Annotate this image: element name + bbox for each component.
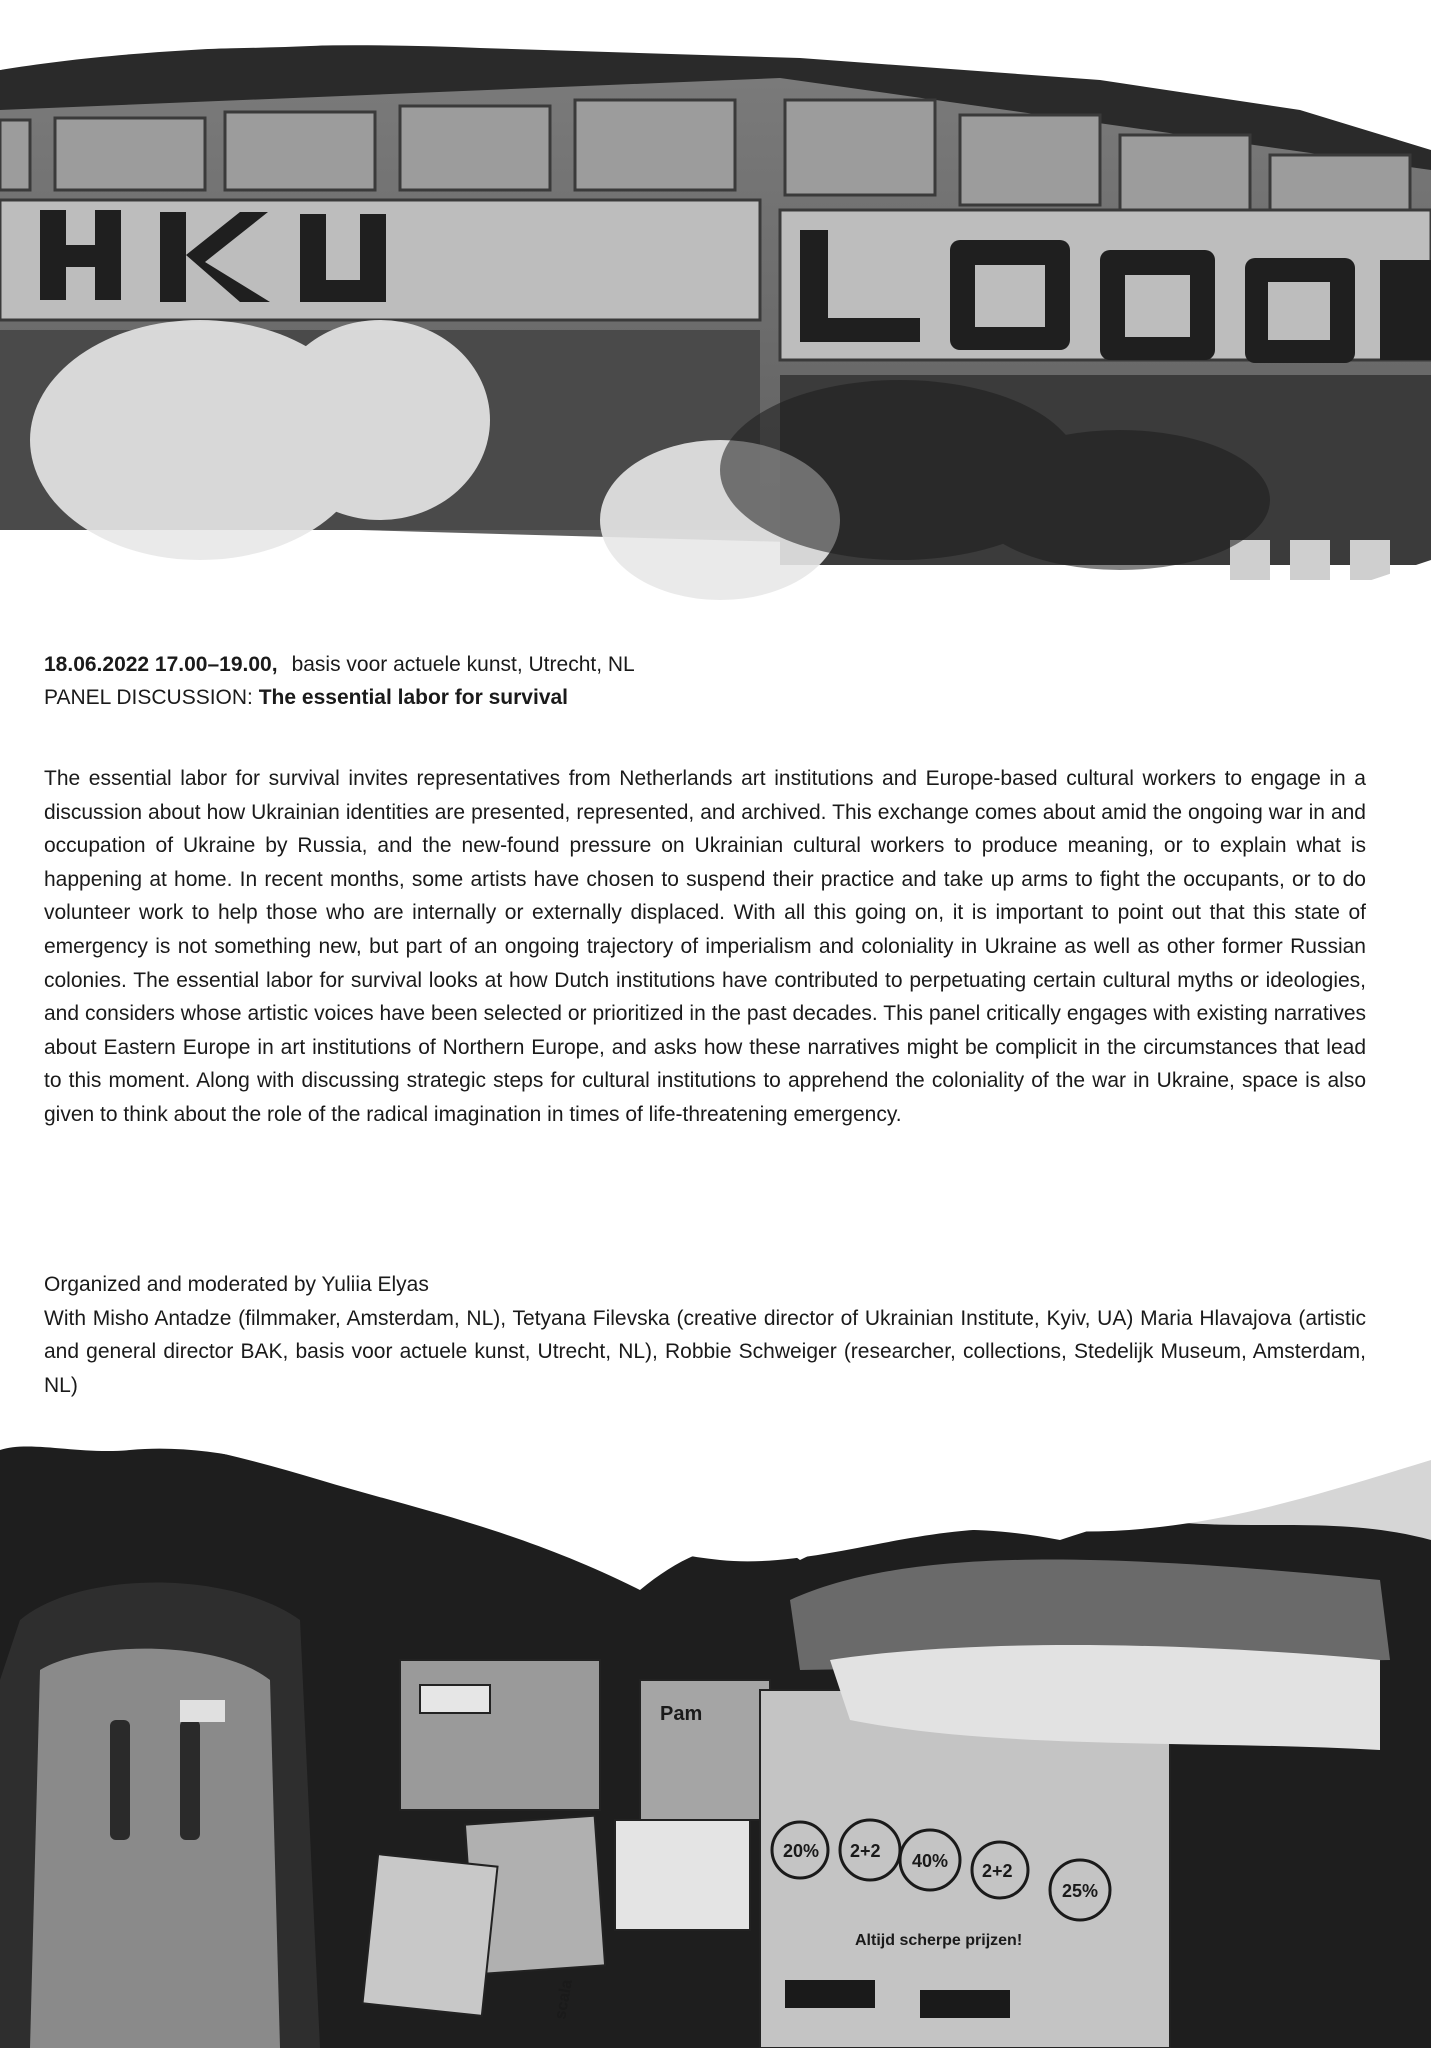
event-title: The essential labor for survival [258, 686, 569, 709]
event-header [44, 648, 1366, 714]
box-label-2: 2+2 [850, 1841, 881, 1861]
credits-participants: With Misho Antadze (filmmaker, Amsterdam, NL), Tetyana Filevska (creative director of Ukrainian Institute, Kyiv, UA) Maria Hlavajova (artistic and general director BAK, basis voor actuele kunst, Utrecht, NL), Robbie Schweiger (researcher, collections, Stedelijk Museum, Amsterdam, NL) [44, 1306, 1366, 1397]
event-datetime: 18.06.2022 17.00–19.00, [44, 653, 278, 676]
event-description [44, 762, 1366, 1132]
description-paragraph: The essential labor for survival invites representatives from Netherlands art institutions and Europe-based cultural workers to engage in a discussion about how Ukrainian identities are presented, represented, and archived. This exchange comes about amid the ongoing war in and occupation of Ukraine by Russia, and the new-found pressure on Ukrainian cultural workers to produce meaning, or to explain what is happening at home. In recent months, some artists have chosen to suspend their practice and take up arms to fight the occupants, or to do volunteer work to help those who are internally or externally displaced. With all this going on, it is important to point out that this state of emergency is not something new, but part of an ongoing trajectory of imperialism and coloniality in Ukraine as well as other former Russian colonies. The essential labor for survival looks at how Dutch institutions have contributed to perpetuating certain cultural myths or ideologies, and considers whose artistic voices have been selected or prioritized in the past decades. This panel critically engages with existing narratives about Eastern Europe in art institutions of Northern Europe, and asks how these narratives might be complicit in the circumstances that lead to this moment. Along with discussing strategic steps for cultural institutions to apprehend the coloniality of the war in Ukraine, space is also given to think about the role of the radical imagination in times of life-threatening emergency. [44, 767, 1366, 1126]
box-slogan: Altijd scherpe prijzen! [855, 1932, 1023, 1949]
box-label-3: 40% [912, 1851, 949, 1871]
event-credits [44, 1268, 1366, 1402]
building-photo [0, 0, 1431, 640]
box-label-5: 25% [1062, 1881, 1099, 1901]
box-brand-pam: Pam [660, 1703, 703, 1725]
event-venue: basis voor actuele kunst, Utrecht, NL [291, 653, 635, 676]
box-label-4: 2+2 [982, 1861, 1013, 1881]
box-label-1: 20% [783, 1841, 820, 1861]
box-brand-scala: scala [552, 1978, 576, 2021]
event-type-label: PANEL DISCUSSION: [44, 686, 253, 709]
stroller [0, 1583, 320, 2048]
donations-photo [0, 1420, 1431, 2048]
credits-organizer: Organized and moderated by Yuliia Elyas [44, 1273, 429, 1296]
